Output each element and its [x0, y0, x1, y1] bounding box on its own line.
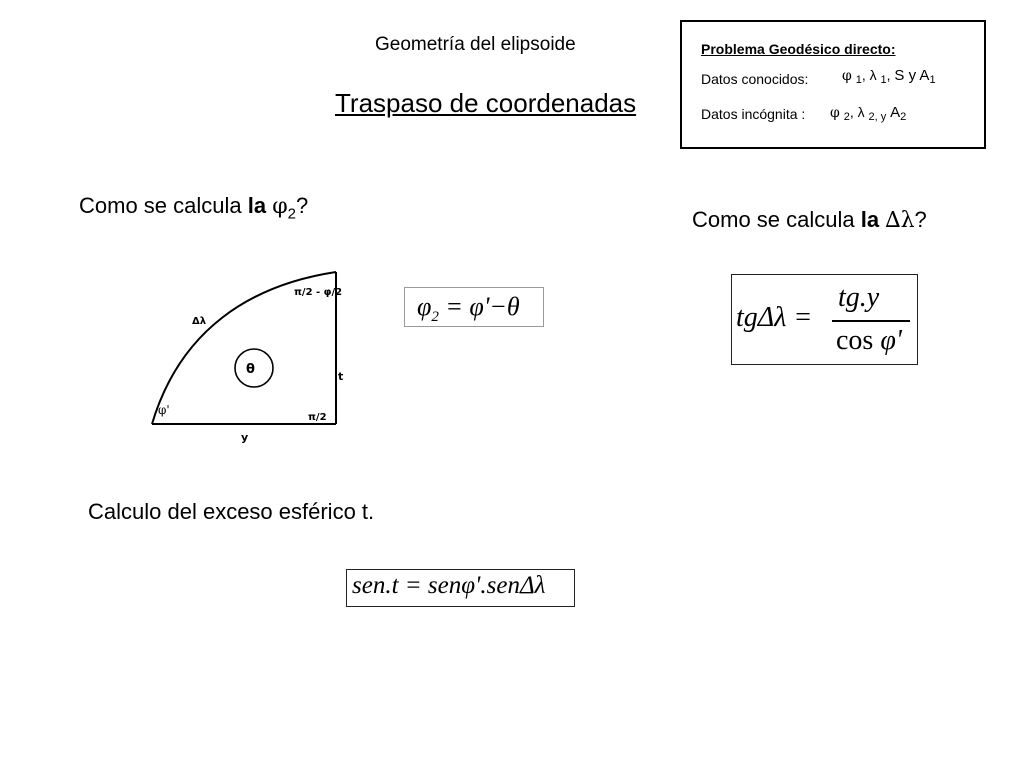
f3-text: sen.t = senφ'.senΔλ: [352, 572, 546, 599]
q1-symbol: φ: [272, 194, 288, 219]
question-phi2: [79, 193, 308, 222]
formula-phi2: [404, 287, 544, 327]
f2-fraction-bar: [832, 320, 910, 322]
q2-symbol: ∆λ: [885, 208, 915, 233]
q1-prefix: Como se calcula: [79, 193, 248, 218]
spherical-triangle-diagram: [140, 260, 360, 460]
q1-suffix: ?: [295, 193, 309, 218]
known-data-label: Datos conocidos:: [701, 71, 809, 87]
unknown-data-label: Datos incógnita :: [701, 106, 806, 122]
theta-label: θ: [246, 362, 255, 377]
f2-denominator: cos φ': [836, 325, 902, 356]
q2-prefix: Como se calcula: [692, 207, 861, 232]
info-heading: Problema Geodésico directo:: [701, 41, 896, 57]
q1-sub: 2: [287, 205, 296, 223]
right-angle-label: π/2: [308, 412, 327, 423]
f2-numerator: tg.y: [838, 282, 880, 313]
arc-label: Δλ: [192, 316, 207, 327]
f1-visual: $\varphi_2 = \varphi'-\theta$: [417, 292, 520, 326]
page-title: Traspaso de coordenadas: [335, 88, 637, 118]
section-exceso-esferico: Calculo del exceso esférico t.: [88, 499, 375, 524]
side-y-label: y: [241, 431, 249, 444]
known-data-values: φ $_1$, λ $_1$, S y $A_1$: [842, 67, 936, 86]
unknown-data-values: φ $_2$, λ $_{2, y}$ $A_2$: [830, 104, 907, 123]
q2-suffix: ?: [914, 207, 927, 232]
left-angle-label: φ': [158, 403, 170, 417]
question-delta-lambda: [692, 207, 927, 233]
section-subtitle: Geometría del elipsoide: [375, 34, 576, 55]
formula-tg-delta-lambda: [731, 274, 918, 365]
formula-sen-t: [346, 569, 575, 607]
formula-phi2-text: [417, 292, 520, 326]
side-t-label: t: [338, 370, 344, 383]
f2-lhs: tgΔλ =: [736, 302, 813, 333]
q1-bold: la: [247, 193, 267, 218]
top-angle-label: π/2 - φ/2: [294, 287, 343, 298]
q2-bold: la: [860, 207, 880, 232]
problem-info-box: [680, 20, 986, 149]
